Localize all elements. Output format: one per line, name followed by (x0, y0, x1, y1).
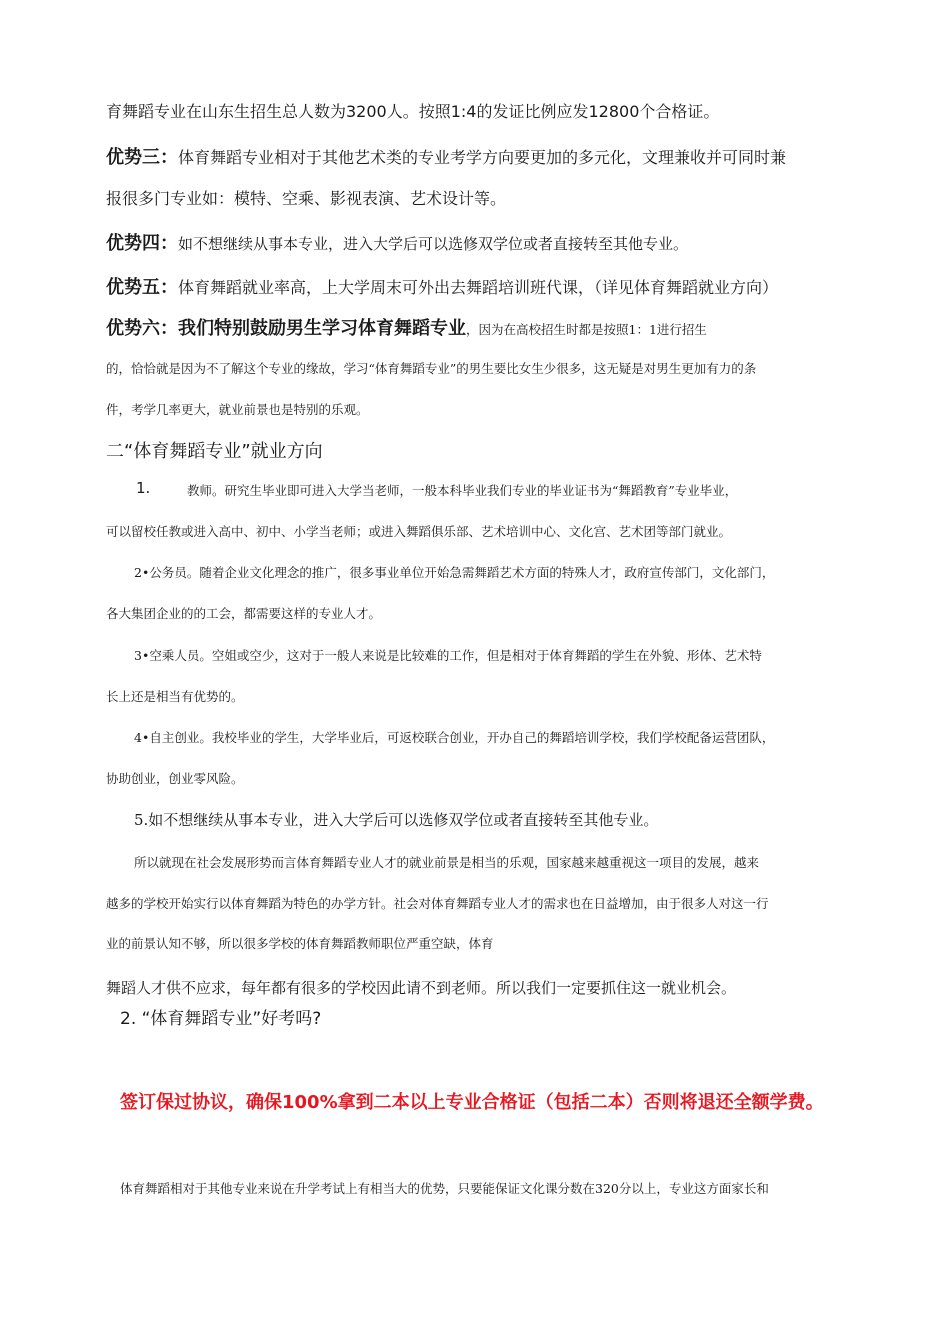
advantage-6-bold: 我们特别鼓励男生学习体育舞蹈专业 (178, 318, 466, 339)
section-3-heading: 2. “体育舞蹈专业”好考吗? (120, 1009, 322, 1029)
job-item-5: 5.如不想继续从事本专业，进入大学后可以选修双学位或者直接转至其他专业。 (134, 811, 659, 829)
job-item-1-number: 1. (136, 479, 151, 497)
job-item-1-line-1: 教师。研究生毕业即可进入大学当老师，一般本科毕业我们专业的毕业证书为“舞蹈教育”专业毕业， (187, 483, 738, 498)
advantage-6-small: ，因为在高校招生时都是按照1：1进行招生 (466, 322, 707, 337)
summary-line-4: 舞蹈人才供不应求，每年都有很多的学校因此请不到老师。所以我们一定要抓住这一就业机会。 (106, 979, 737, 997)
job-item-3-line-1: 3•空乘人员。空姐或空少，这对于一般人来说是比较难的工作，但是相对于体育舞蹈的学生在外貌、形体、艺术特 (134, 648, 762, 663)
job-item-1-line-2: 可以留校任教或进入高中、初中、小学当老师；或进入舞蹈俱乐部、艺术培训中心、文化宫、艺术团等部门就业。 (106, 524, 732, 539)
job-item-4-line-2: 协助创业，创业零风险。 (106, 771, 244, 786)
advantage-4-text: 如不想继续从事本专业，进入大学后可以选修双学位或者直接转至其他专业。 (178, 235, 689, 253)
job-item-3-line-2: 长上还是相当有优势的。 (106, 689, 244, 704)
advantage-6-line-1 (106, 314, 707, 340)
job-item-4-line-1: 4•自主创业。我校毕业的学生，大学毕业后，可返校联合创业，开办自己的舞蹈培训学校，我们学校配备运营团队， (134, 730, 775, 745)
summary-line-1: 所以就现在社会发展形势而言体育舞蹈专业人才的就业前景是相当的乐观，国家越来越重视这一项目的发展，越来 (134, 855, 760, 870)
advantage-6-label: 优势六： (106, 318, 178, 339)
guarantee-promise: 签订保过协议，确保100%拿到二本以上专业合格证（包括二本）否则将退还全额学费。 (120, 1092, 824, 1113)
advantage-3-label: 优势三： (106, 147, 178, 168)
job-item-2-line-2: 各大集团企业的的工会，都需要这样的专业人才。 (106, 606, 382, 621)
summary-line-2: 越多的学校开始实行以体育舞蹈为特色的办学方针。社会对体育舞蹈专业人才的需求也在日益增加，由于很多人对这一行 (106, 896, 769, 911)
advantage-5 (106, 273, 778, 299)
advantage-3-line-1 (106, 143, 786, 169)
advantage-3-text: 体育舞蹈专业相对于其他艺术类的专业考学方向要更加的多元化，文理兼收并可同时兼 (178, 148, 787, 167)
section-2-heading: 二“体育舞蹈专业”就业方向 (106, 441, 323, 462)
advantage-5-text: 体育舞蹈就业率高，上大学周末可外出去舞蹈培训班代课，（详见体育舞蹈就业方向） (178, 278, 779, 297)
summary-line-3: 业的前景认知不够，所以很多学校的体育舞蹈教师职位严重空缺，体育 (106, 936, 494, 951)
job-item-2-line-1: 2•公务员。随着企业文化理念的推广，很多事业单位开始急需舞蹈艺术方面的特殊人才，政府宣传部门，文化部门， (134, 565, 775, 580)
advantage-6-line-3: 件，考学几率更大，就业前景也是特别的乐观。 (106, 402, 369, 417)
advantage-3-line-2: 报很多门专业如：模特、空乘、影视表演、艺术设计等。 (106, 189, 507, 208)
bottom-paragraph: 体育舞蹈相对于其他专业来说在升学考试上有相当大的优势，只要能保证文化课分数在320分以上，专业这方面家长和 (120, 1181, 769, 1196)
advantage-6-line-2: 的，恰恰就是因为不了解这个专业的缘故，学习“体育舞蹈专业”的男生要比女生少很多，这无疑是对男生更加有力的条 (106, 361, 757, 376)
advantage-5-label: 优势五： (106, 277, 178, 298)
intro-line: 育舞蹈专业在山东生招生总人数为3200人。按照1:4的发证比例应发12800个合格证。 (106, 102, 720, 121)
advantage-4-label: 优势四： (106, 233, 178, 254)
advantage-4 (106, 229, 688, 255)
